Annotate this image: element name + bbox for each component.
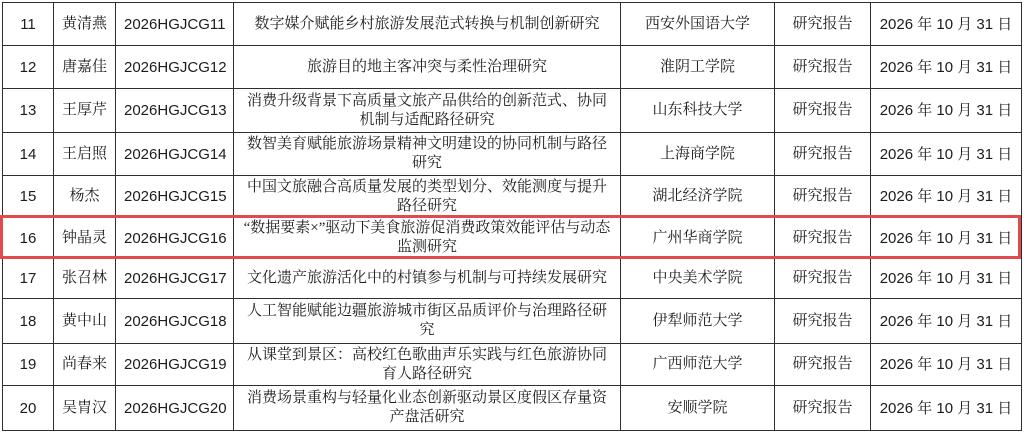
deadline-cell: 2026 年 10 月 31 日 xyxy=(871,176,1022,218)
university-cell: 中央美术学院 xyxy=(621,259,775,299)
project-title-cell: “数据要素×”驱动下美食旅游促消费政策效能评估与动态监测研究 xyxy=(234,218,621,259)
table-row xyxy=(3,386,1022,431)
row-number-cell: 12 xyxy=(3,46,54,89)
table-row xyxy=(3,46,1022,89)
deadline-cell: 2026 年 10 月 31 日 xyxy=(871,46,1022,89)
table-row xyxy=(3,259,1022,299)
university-cell: 山东科技大学 xyxy=(621,89,775,133)
row-number-cell: 18 xyxy=(3,299,54,344)
name-cell: 张召林 xyxy=(54,259,116,299)
university-cell: 西安外国语大学 xyxy=(621,3,775,46)
row-number-cell: 19 xyxy=(3,344,54,386)
deadline-cell: 2026 年 10 月 31 日 xyxy=(871,386,1022,431)
name-cell: 王厚芹 xyxy=(54,89,116,133)
table-row xyxy=(3,89,1022,133)
result-type-cell: 研究报告 xyxy=(775,218,871,259)
row-number-cell: 16 xyxy=(3,218,54,259)
university-cell: 广西师范大学 xyxy=(621,344,775,386)
deadline-cell: 2026 年 10 月 31 日 xyxy=(871,3,1022,46)
row-number-cell: 14 xyxy=(3,133,54,176)
project-code-cell: 2026HGJCG11 xyxy=(116,3,234,46)
table-row xyxy=(3,133,1022,176)
result-type-cell: 研究报告 xyxy=(775,299,871,344)
project-title-cell: 中国文旅融合高质量发展的类型划分、效能测度与提升路径研究 xyxy=(234,176,621,218)
name-cell: 黄中山 xyxy=(54,299,116,344)
result-type-cell: 研究报告 xyxy=(775,259,871,299)
row-number-cell: 17 xyxy=(3,259,54,299)
project-title-cell: 数智美育赋能旅游场景精神文明建设的协同机制与路径研究 xyxy=(234,133,621,176)
table-row-highlighted xyxy=(3,218,1022,259)
deadline-cell: 2026 年 10 月 31 日 xyxy=(871,344,1022,386)
project-code-cell: 2026HGJCG18 xyxy=(116,299,234,344)
row-number-cell: 15 xyxy=(3,176,54,218)
row-number-cell: 13 xyxy=(3,89,54,133)
deadline-cell: 2026 年 10 月 31 日 xyxy=(871,259,1022,299)
university-cell: 上海商学院 xyxy=(621,133,775,176)
deadline-cell: 2026 年 10 月 31 日 xyxy=(871,218,1022,259)
table-row xyxy=(3,3,1022,46)
project-title-cell: 数字媒介赋能乡村旅游发展范式转换与机制创新研究 xyxy=(234,3,621,46)
row-number-cell: 20 xyxy=(3,386,54,431)
name-cell: 杨杰 xyxy=(54,176,116,218)
name-cell: 尚春来 xyxy=(54,344,116,386)
project-code-cell: 2026HGJCG17 xyxy=(116,259,234,299)
table-row xyxy=(3,299,1022,344)
result-type-cell: 研究报告 xyxy=(775,176,871,218)
project-table xyxy=(2,2,1022,431)
table-row xyxy=(3,344,1022,386)
name-cell: 唐嘉佳 xyxy=(54,46,116,89)
university-cell: 广州华商学院 xyxy=(621,218,775,259)
project-code-cell: 2026HGJCG13 xyxy=(116,89,234,133)
table-row xyxy=(3,176,1022,218)
project-code-cell: 2026HGJCG16 xyxy=(116,218,234,259)
project-title-cell: 旅游目的地主客冲突与柔性治理研究 xyxy=(234,46,621,89)
deadline-cell: 2026 年 10 月 31 日 xyxy=(871,89,1022,133)
name-cell: 钟晶灵 xyxy=(54,218,116,259)
university-cell: 淮阴工学院 xyxy=(621,46,775,89)
result-type-cell: 研究报告 xyxy=(775,386,871,431)
project-code-cell: 2026HGJCG15 xyxy=(116,176,234,218)
result-type-cell: 研究报告 xyxy=(775,3,871,46)
university-cell: 湖北经济学院 xyxy=(621,176,775,218)
university-cell: 伊犁师范大学 xyxy=(621,299,775,344)
result-type-cell: 研究报告 xyxy=(775,344,871,386)
name-cell: 吴胄汉 xyxy=(54,386,116,431)
result-type-cell: 研究报告 xyxy=(775,133,871,176)
project-title-cell: 消费场景重构与轻量化业态创新驱动景区度假区存量资产盘活研究 xyxy=(234,386,621,431)
university-cell: 安顺学院 xyxy=(621,386,775,431)
project-title-cell: 人工智能赋能边疆旅游城市街区品质评价与治理路径研究 xyxy=(234,299,621,344)
project-title-cell: 消费升级背景下高质量文旅产品供给的创新范式、协同机制与适配路径研究 xyxy=(234,89,621,133)
project-code-cell: 2026HGJCG14 xyxy=(116,133,234,176)
project-title-cell: 从课堂到景区：高校红色歌曲声乐实践与红色旅游协同育人路径研究 xyxy=(234,344,621,386)
result-type-cell: 研究报告 xyxy=(775,46,871,89)
name-cell: 黄清燕 xyxy=(54,3,116,46)
project-code-cell: 2026HGJCG20 xyxy=(116,386,234,431)
deadline-cell: 2026 年 10 月 31 日 xyxy=(871,299,1022,344)
project-code-cell: 2026HGJCG12 xyxy=(116,46,234,89)
project-code-cell: 2026HGJCG19 xyxy=(116,344,234,386)
row-number-cell: 11 xyxy=(3,3,54,46)
name-cell: 王启照 xyxy=(54,133,116,176)
project-title-cell: 文化遗产旅游活化中的村镇参与机制与可持续发展研究 xyxy=(234,259,621,299)
deadline-cell: 2026 年 10 月 31 日 xyxy=(871,133,1022,176)
result-type-cell: 研究报告 xyxy=(775,89,871,133)
